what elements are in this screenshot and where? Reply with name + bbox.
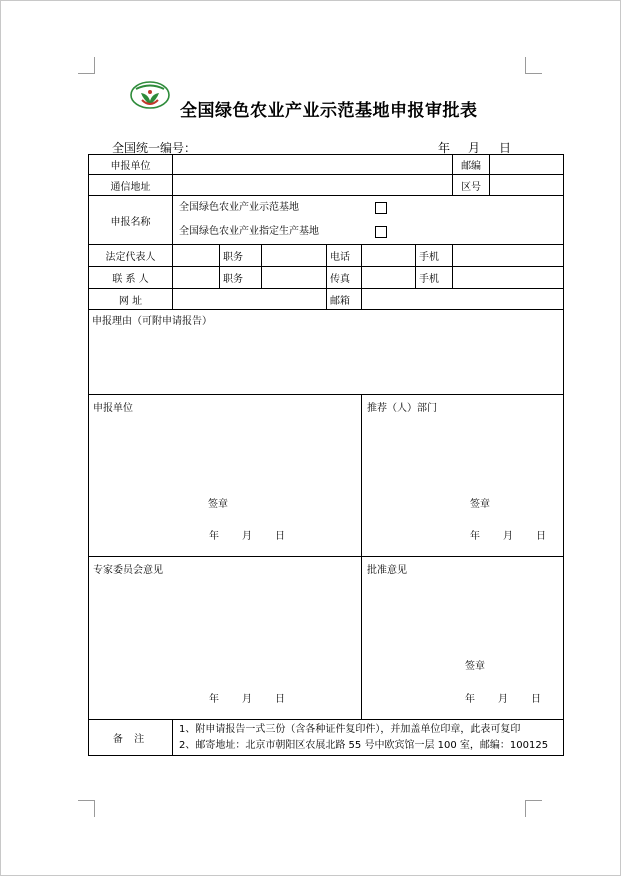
row-applicant-unit xyxy=(89,155,564,175)
contact-position-field[interactable] xyxy=(262,267,327,289)
contact-mobile-field[interactable] xyxy=(453,267,564,289)
recommend-date xyxy=(470,527,569,542)
header-year: 年 xyxy=(438,141,451,155)
recommend-day: 日 xyxy=(536,531,546,542)
address-field[interactable] xyxy=(173,175,453,196)
legal-rep-mobile-label: 手机 xyxy=(416,245,453,267)
serial-number-label: 全国统一编号： xyxy=(112,141,197,155)
row-expert-approval xyxy=(89,557,564,720)
reason-label: 申报理由（可附申请报告） xyxy=(92,316,212,327)
applicant-unit-label: 申报单位 xyxy=(89,155,173,175)
option-designated-base-checkbox[interactable] xyxy=(375,226,387,238)
unit-seal-label: 签章 xyxy=(208,499,228,510)
recommend-year: 年 xyxy=(470,531,480,542)
green-agriculture-logo-icon xyxy=(130,80,170,110)
contact-label: 联 系 人 xyxy=(89,267,173,289)
legal-rep-mobile-field[interactable] xyxy=(453,245,564,267)
legal-rep-position-label: 职务 xyxy=(220,245,262,267)
address-label: 通信地址 xyxy=(89,175,173,196)
row-remarks xyxy=(89,720,564,756)
legal-rep-field[interactable] xyxy=(173,245,220,267)
expert-section-label: 专家委员会意见 xyxy=(93,565,163,576)
remarks-content xyxy=(173,720,564,756)
remark-2: 2、邮寄地址：北京市朝阳区农展北路 55 号中欧宾馆一层 100 室，邮编：100125 xyxy=(179,739,549,751)
crop-mark-bottom-right xyxy=(525,800,542,817)
apply-name-label: 申报名称 xyxy=(89,196,173,245)
row-unit-recommend xyxy=(89,395,564,557)
recommend-section[interactable] xyxy=(362,395,564,557)
header-day: 日 xyxy=(499,141,512,155)
option-designated-base xyxy=(179,220,563,244)
apply-name-options xyxy=(173,196,564,245)
approval-day: 日 xyxy=(531,694,541,705)
crop-mark-bottom-left xyxy=(78,800,95,817)
expert-section[interactable] xyxy=(89,557,362,720)
recommend-seal-label: 签章 xyxy=(470,499,490,510)
remark-1: 1、附申请报告一式三份（含各种证件复印件），并加盖单位印章，此表可复印 xyxy=(179,723,521,735)
expert-month: 月 xyxy=(242,694,252,705)
approval-date xyxy=(465,690,564,705)
district-code-label: 区号 xyxy=(453,175,490,196)
expert-date xyxy=(209,690,308,705)
postcode-field[interactable] xyxy=(490,155,564,175)
row-apply-name xyxy=(89,196,564,245)
document-title: 全国绿色农业产业示范基地申报审批表 xyxy=(180,101,478,121)
header-month: 月 xyxy=(468,141,481,155)
approval-section[interactable] xyxy=(362,557,564,720)
contact-position-label: 职务 xyxy=(220,267,262,289)
option-demonstration-base-checkbox[interactable] xyxy=(375,202,387,214)
reason-field[interactable] xyxy=(89,310,564,395)
option-demonstration-base xyxy=(179,196,563,220)
row-website xyxy=(89,289,564,310)
recommend-section-label: 推荐（人）部门 xyxy=(367,403,437,414)
phone-field[interactable] xyxy=(362,245,416,267)
option-demonstration-base-label: 全国绿色农业产业示范基地 xyxy=(179,202,299,213)
row-address xyxy=(89,175,564,196)
unit-day: 日 xyxy=(275,531,285,542)
website-field[interactable] xyxy=(173,289,327,310)
applicant-unit-field[interactable] xyxy=(173,155,453,175)
fax-label: 传真 xyxy=(327,267,362,289)
email-field[interactable] xyxy=(362,289,564,310)
phone-label: 电话 xyxy=(327,245,362,267)
expert-year: 年 xyxy=(209,694,219,705)
unit-month: 月 xyxy=(242,531,252,542)
fax-field[interactable] xyxy=(362,267,416,289)
contact-field[interactable] xyxy=(173,267,220,289)
option-designated-base-label: 全国绿色农业产业指定生产基地 xyxy=(179,226,319,237)
row-reason xyxy=(89,310,564,395)
approval-section-label: 批准意见 xyxy=(367,565,407,576)
expert-day: 日 xyxy=(275,694,285,705)
unit-date xyxy=(209,527,308,542)
approval-month: 月 xyxy=(498,694,508,705)
crop-mark-top-left xyxy=(78,57,95,74)
legal-rep-label: 法定代表人 xyxy=(89,245,173,267)
unit-section[interactable] xyxy=(89,395,362,557)
legal-rep-position-field[interactable] xyxy=(262,245,327,267)
website-label: 网 址 xyxy=(89,289,173,310)
row-legal-rep xyxy=(89,245,564,267)
contact-mobile-label: 手机 xyxy=(416,267,453,289)
approval-year: 年 xyxy=(465,694,475,705)
unit-section-label: 申报单位 xyxy=(93,403,133,414)
email-label: 邮箱 xyxy=(327,289,362,310)
remarks-label: 备 注 xyxy=(89,720,173,756)
recommend-month: 月 xyxy=(503,531,513,542)
postcode-label: 邮编 xyxy=(453,155,490,175)
row-contact xyxy=(89,267,564,289)
application-form xyxy=(88,154,564,756)
unit-year: 年 xyxy=(209,531,219,542)
approval-seal-label: 签章 xyxy=(465,661,485,672)
crop-mark-top-right xyxy=(525,57,542,74)
district-code-field[interactable] xyxy=(490,175,564,196)
